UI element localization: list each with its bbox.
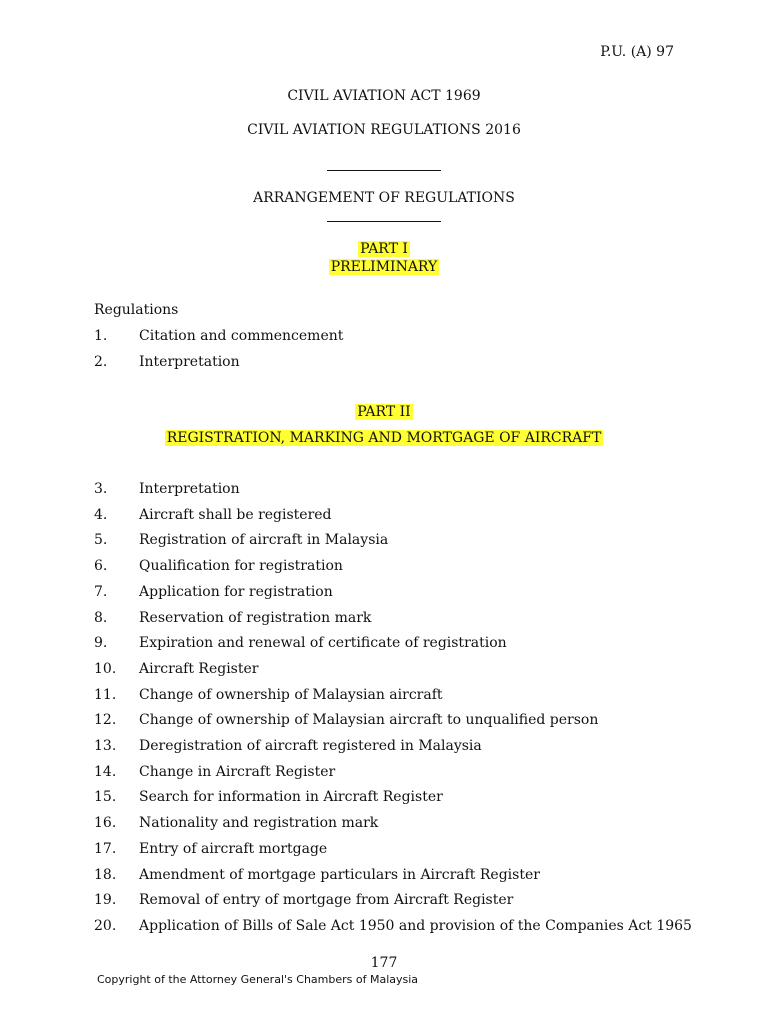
part1-title-text: PRELIMINARY — [330, 259, 438, 275]
part1-label — [0, 241, 768, 257]
regulation-number: 3. — [94, 481, 108, 497]
regulation-item — [0, 328, 768, 348]
regulation-title: Change of ownership of Malaysian aircraft — [139, 686, 443, 703]
regulation-item — [0, 584, 768, 604]
regulation-item — [0, 841, 768, 861]
regulation-number: 17. — [94, 840, 117, 857]
regulations-column-label: Regulations — [94, 302, 179, 318]
regulation-item — [0, 764, 768, 784]
part1-label-text: PART I — [360, 241, 408, 257]
regulation-number: 18. — [94, 866, 117, 883]
regulation-item — [0, 892, 768, 912]
regulation-item — [0, 738, 768, 758]
regulation-number: 10. — [94, 660, 117, 677]
regulation-title: Application for registration — [139, 583, 333, 600]
regulation-number: 19. — [94, 892, 117, 909]
regulation-title: Amendment of mortgage particulars in Aircraft Register — [139, 866, 540, 883]
regulation-number: 9. — [94, 635, 108, 652]
part2-title-text: REGISTRATION, MARKING AND MORTGAGE OF AIRCRAFT — [166, 430, 602, 446]
regulation-title: Expiration and renewal of certificate of registration — [139, 635, 507, 652]
copyright-notice: Copyright of the Attorney General's Chambers of Malaysia — [97, 973, 419, 986]
regulation-number: 5. — [94, 532, 108, 549]
regulation-title: Entry of aircraft mortgage — [139, 840, 328, 857]
regulation-number: 15. — [94, 789, 117, 806]
part2-label-text: PART II — [357, 404, 411, 420]
regulation-item — [0, 712, 768, 732]
regulation-number: 20. — [94, 917, 117, 934]
arrangement-heading: ARRANGEMENT OF REGULATIONS — [253, 190, 515, 206]
regulation-item — [0, 481, 768, 501]
regulation-title: Search for information in Aircraft Register — [139, 789, 443, 806]
regulation-item — [0, 687, 768, 707]
regulation-number: 8. — [94, 609, 108, 626]
regulation-number: 14. — [94, 763, 117, 780]
regulation-number: 1. — [94, 328, 108, 344]
regulation-item — [0, 661, 768, 681]
regulation-item — [0, 918, 768, 938]
regulation-item — [0, 635, 768, 655]
regulation-number: 7. — [94, 583, 108, 600]
regulation-title: Change in Aircraft Register — [139, 763, 336, 780]
regulation-number: 13. — [94, 738, 117, 754]
regulation-number: 11. — [94, 686, 117, 703]
regulation-title: Interpretation — [139, 354, 240, 370]
regulation-title: Aircraft shall be registered — [139, 506, 332, 523]
part1-title — [0, 259, 768, 275]
regulation-number: 4. — [94, 506, 108, 523]
regulation-item — [0, 789, 768, 809]
regulation-item — [0, 867, 768, 887]
regulation-number: 12. — [94, 712, 117, 729]
regulation-title: Deregistration of aircraft registered in Malaysia — [139, 738, 482, 754]
regulation-title: Interpretation — [139, 481, 240, 497]
regulation-item — [0, 815, 768, 835]
divider-top — [327, 170, 441, 171]
regulation-number: 2. — [94, 354, 108, 370]
regulation-title: Registration of aircraft in Malaysia — [139, 532, 389, 549]
regulation-item — [0, 610, 768, 630]
page-number: 177 — [370, 955, 398, 971]
regulation-item — [0, 558, 768, 578]
gazette-reference: P.U. (A) 97 — [600, 44, 674, 60]
regulation-number: 6. — [94, 558, 108, 575]
regulation-title: Nationality and registration mark — [139, 815, 379, 832]
regulations-title: CIVIL AVIATION REGULATIONS 2016 — [247, 122, 521, 138]
regulation-title: Aircraft Register — [139, 660, 259, 677]
regulation-item — [0, 532, 768, 552]
regulation-title: Change of ownership of Malaysian aircraft to unqualified person — [139, 712, 599, 729]
part2-label — [0, 404, 768, 420]
regulation-title: Reservation of registration mark — [139, 609, 372, 626]
regulation-title: Removal of entry of mortgage from Aircraft Register — [139, 892, 514, 909]
regulation-item — [0, 354, 768, 374]
part2-title — [0, 430, 768, 446]
regulation-title: Citation and commencement — [139, 328, 344, 344]
regulation-title: Qualification for registration — [139, 558, 343, 575]
regulation-item — [0, 507, 768, 527]
act-title: CIVIL AVIATION ACT 1969 — [287, 88, 481, 104]
regulation-title: Application of Bills of Sale Act 1950 and provision of the Companies Act 1965 — [139, 917, 692, 934]
divider-bottom — [327, 221, 441, 222]
regulation-number: 16. — [94, 815, 117, 832]
